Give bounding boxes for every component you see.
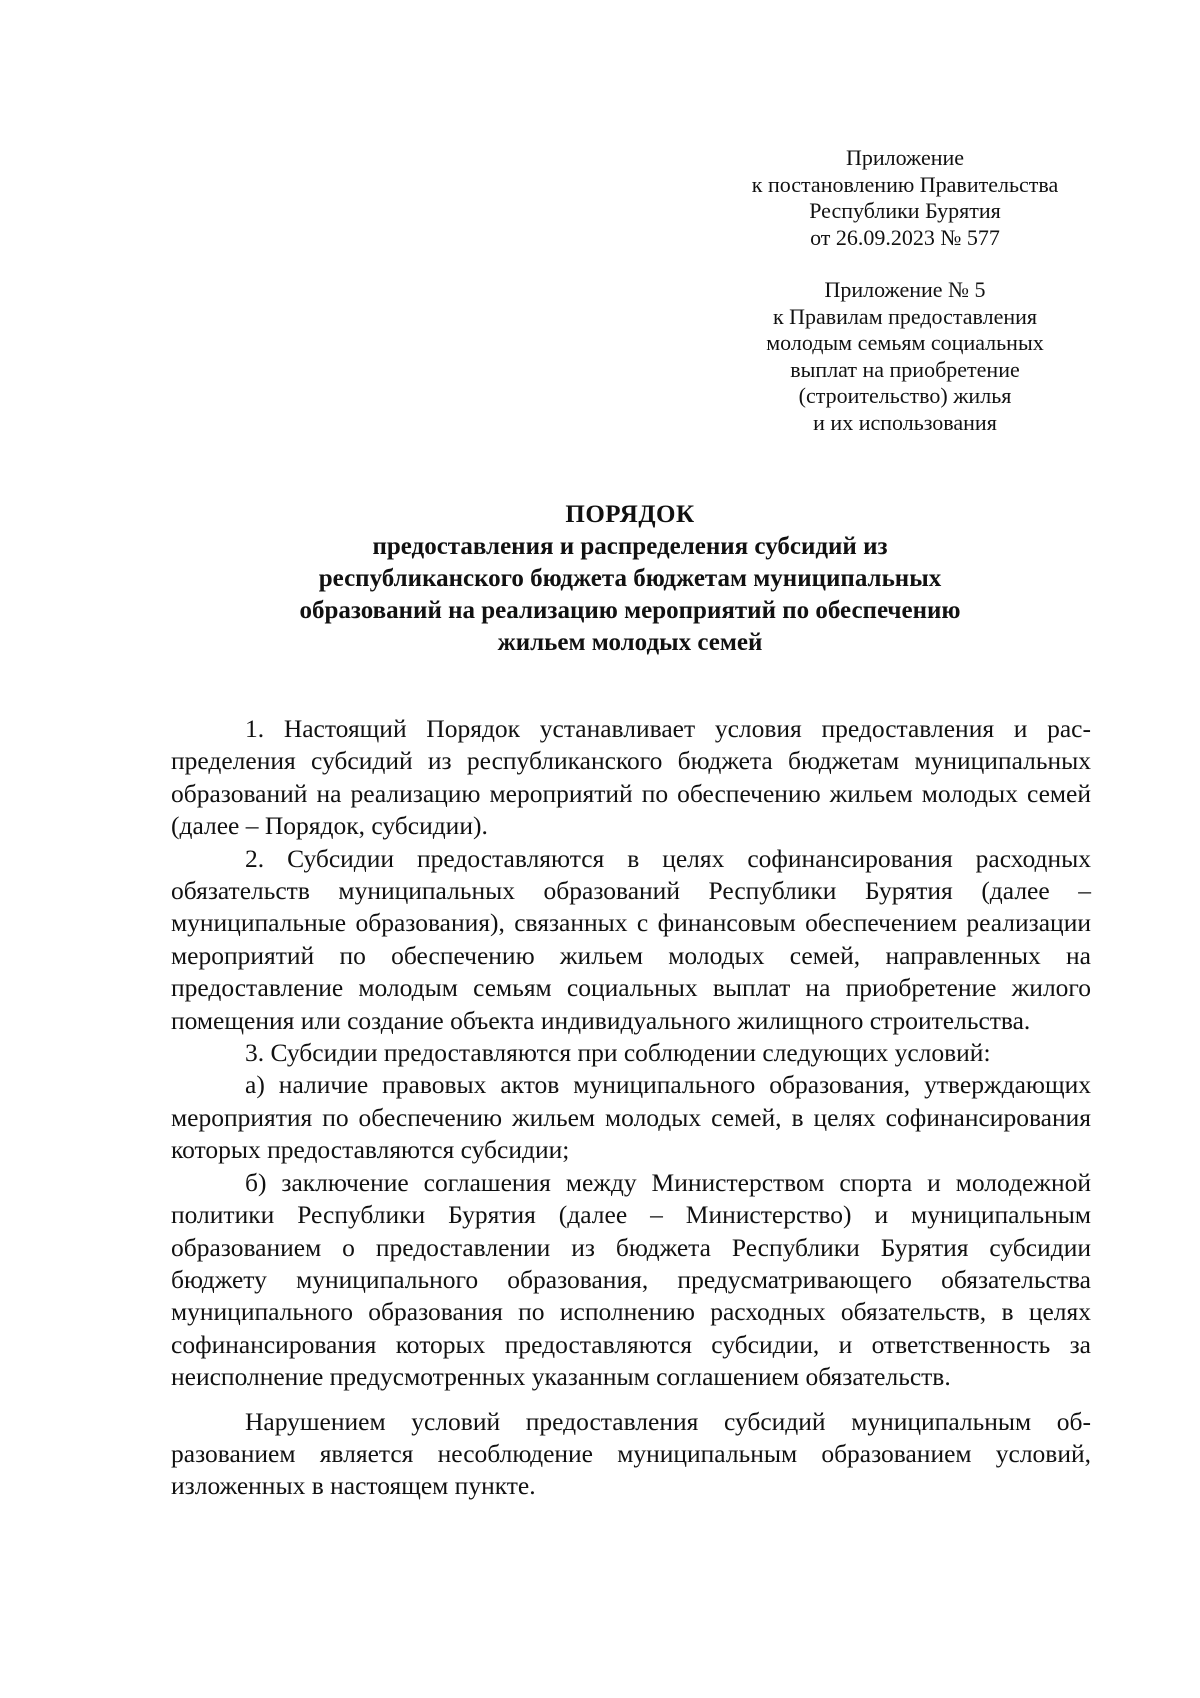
appendix-header-line: от 26.09.2023 № 577 — [810, 224, 1000, 250]
appendix-rules-line: молодым семьям социальных — [766, 330, 1044, 355]
document-body — [171, 713, 1091, 1503]
paragraph-2: 2. Субсидии предоставляются в целях софинансирования расходных обязательств муниципальных образований Республики Бурятия (далее – муниципальные образования), связанных с финансовым обеспечением реализации мероприятий по обеспечению жильем молодых семей, направленных на предоставление молодым семьям социальных выплат на приобретение жилого помещения или создание объекта индивидуального жилищного строительства. — [171, 843, 1091, 1035]
appendix-rules — [720, 277, 1090, 436]
appendix-rules-line: Приложение № 5 — [824, 277, 986, 302]
paragraph-1: 1. Настоящий Порядок устанавливает условия предоставления и распределения субсидий из республиканского бюджета бюджетам муниципальных образований на реализацию мероприятий по обеспечению жильем молодых семей (далее – Порядок, субсидии). — [171, 714, 1091, 841]
paragraph-3b: б) заключение соглашения между Министерством спорта и молодежной политики Республики Бурятия (далее – Министерство) и муниципальным образованием о предоставлении из бюджета Республики Бурятия субсидии бюджету муниципального образования, предусматривающего обязательства муниципального образования по исполнению расходных обязательств, в целях софинансирования которых предоставляются субсидии, и ответственность за неисполнение предусмотренных указанным соглашением обязательств. — [171, 1167, 1091, 1392]
title-main: ПОРЯДОК — [565, 501, 695, 528]
appendix-rules-line: (строительство) жилья — [798, 383, 1012, 408]
appendix-header-line: Республики Бурятия — [809, 198, 1001, 223]
appendix-rules-line: к Правилам предоставления — [772, 303, 1038, 329]
document-title — [170, 499, 1090, 659]
appendix-rules-line: выплат на приобретение — [790, 356, 1020, 382]
appendix-header-line: Приложение — [845, 145, 965, 170]
appendix-header — [720, 145, 1090, 251]
title-subtitle-line: образований на реализацию мероприятий по обеспечению — [299, 597, 961, 624]
title-subtitle-line: предоставления и распределения субсидий из — [372, 533, 888, 560]
paragraph-violation: Нарушением условий предоставления субсидий муниципальным образованием является несоблюдение муниципальным образованием условий, изложенных в настоящем пункте. — [171, 1406, 1091, 1501]
paragraph-3: 3. Субсидии предоставляются при соблюдении следующих условий: — [245, 1038, 991, 1068]
appendix-rules-line: и их использования — [813, 409, 997, 435]
title-subtitle-line: жильем молодых семей — [497, 629, 763, 656]
paragraph-3a: а) наличие правовых актов муниципального образования, утверждающих мероприятия по обеспечению жильем молодых семей, в целях софинансирования которых предоставляются субсидии; — [171, 1070, 1091, 1165]
appendix-header-line: к постановлению Правительства — [751, 171, 1059, 197]
title-subtitle-line: республиканского бюджета бюджетам муниципальных — [318, 565, 942, 592]
